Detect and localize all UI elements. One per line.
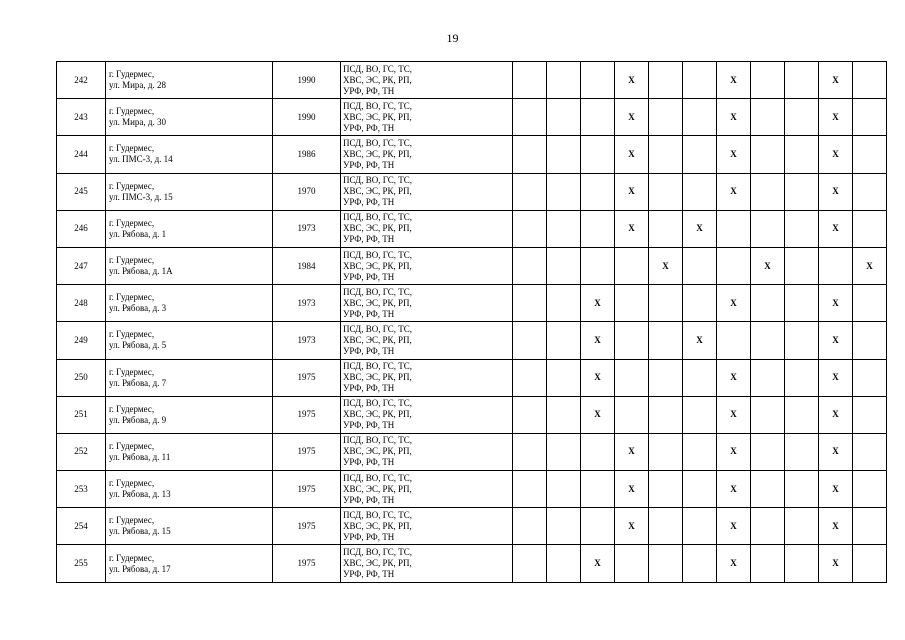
table-row (57, 471, 887, 508)
mark-cell (513, 247, 547, 284)
mark-cell (547, 508, 581, 545)
mark-cell: X (819, 285, 853, 322)
mark-cell (513, 285, 547, 322)
mark-cell (751, 99, 785, 136)
systems-line: УРФ, РФ, ТН (343, 457, 395, 468)
row-number: 243 (57, 99, 106, 136)
mark-cell (683, 545, 717, 582)
mark-cell (683, 359, 717, 396)
mark-cell: X (819, 136, 853, 173)
mark-cell (751, 210, 785, 247)
mark-cell (649, 396, 683, 433)
systems-line: ПСД, ВО, ГС, ТС, (343, 286, 413, 297)
address-cell (106, 433, 273, 470)
systems-line: ХВС, ЭС, РК, РП, (343, 186, 412, 197)
mark-cell (649, 285, 683, 322)
systems-line: ХВС, ЭС, РК, РП, (343, 334, 412, 345)
mark-cell (785, 508, 819, 545)
address-city: г. Гудермес, (109, 440, 155, 451)
address-street: ул. Рябова, д. 13 (109, 489, 171, 500)
mark-cell (513, 62, 547, 99)
row-number: 244 (57, 136, 106, 173)
page-number: 19 (446, 31, 459, 45)
build-year: 1973 (273, 210, 341, 247)
address-city: г. Гудермес, (109, 366, 155, 377)
table-row (57, 285, 887, 322)
address-street: ул. Рябова, д. 1А (109, 266, 173, 277)
mark-cell: X (649, 247, 683, 284)
mark-cell (649, 210, 683, 247)
mark-cell: X (717, 545, 751, 582)
systems-cell (341, 247, 513, 284)
systems-cell (341, 173, 513, 210)
mark-cell (513, 210, 547, 247)
mark-cell: X (615, 99, 649, 136)
building-table (56, 61, 887, 583)
mark-cell (683, 508, 717, 545)
build-year: 1973 (273, 322, 341, 359)
mark-cell (683, 99, 717, 136)
row-number: 249 (57, 322, 106, 359)
mark-cell: X (683, 322, 717, 359)
mark-cell (615, 247, 649, 284)
table-row (57, 62, 887, 99)
systems-line: УРФ, РФ, ТН (343, 234, 395, 245)
address-street: ул. Рябова, д. 7 (109, 377, 167, 388)
mark-cell (649, 173, 683, 210)
systems-line: ПСД, ВО, ГС, ТС, (343, 175, 413, 186)
systems-line: ПСД, ВО, ГС, ТС, (343, 547, 413, 558)
mark-cell (751, 62, 785, 99)
systems-line: УРФ, РФ, ТН (343, 494, 395, 505)
mark-cell (853, 396, 887, 433)
mark-cell (649, 359, 683, 396)
address-street: ул. Рябова, д. 5 (109, 340, 167, 351)
mark-cell (513, 99, 547, 136)
systems-line: ПСД, ВО, ГС, ТС, (343, 249, 413, 260)
row-number: 251 (57, 396, 106, 433)
mark-cell: X (819, 471, 853, 508)
systems-line: ПСД, ВО, ГС, ТС, (343, 100, 413, 111)
mark-cell (547, 62, 581, 99)
mark-cell (683, 173, 717, 210)
mark-cell (547, 545, 581, 582)
mark-cell (853, 99, 887, 136)
systems-cell (341, 136, 513, 173)
mark-cell: X (717, 396, 751, 433)
systems-line: ХВС, ЭС, РК, РП, (343, 483, 412, 494)
systems-line: ХВС, ЭС, РК, РП, (343, 148, 412, 159)
mark-cell: X (615, 433, 649, 470)
address-city: г. Гудермес, (109, 329, 155, 340)
mark-cell: X (751, 247, 785, 284)
table-row (57, 173, 887, 210)
systems-cell (341, 508, 513, 545)
address-city: г. Гудермес, (109, 292, 155, 303)
systems-line: ПСД, ВО, ГС, ТС, (343, 137, 413, 148)
mark-cell (751, 285, 785, 322)
build-year: 1975 (273, 471, 341, 508)
row-number: 254 (57, 508, 106, 545)
table-row (57, 247, 887, 284)
mark-cell (853, 433, 887, 470)
mark-cell (853, 285, 887, 322)
build-year: 1975 (273, 396, 341, 433)
systems-line: ХВС, ЭС, РК, РП, (343, 223, 412, 234)
mark-cell: X (819, 359, 853, 396)
mark-cell (649, 433, 683, 470)
address-street: ул. Рябова, д. 1 (109, 228, 167, 239)
mark-cell: X (615, 471, 649, 508)
mark-cell: X (819, 210, 853, 247)
mark-cell: X (717, 285, 751, 322)
mark-cell (547, 322, 581, 359)
address-street: ул. Рябова, д. 3 (109, 303, 167, 314)
mark-cell (615, 285, 649, 322)
mark-cell (785, 359, 819, 396)
mark-cell: X (819, 545, 853, 582)
row-number: 250 (57, 359, 106, 396)
mark-cell (581, 62, 615, 99)
mark-cell (785, 471, 819, 508)
row-number: 248 (57, 285, 106, 322)
mark-cell (683, 136, 717, 173)
systems-line: ХВС, ЭС, РК, РП, (343, 297, 412, 308)
systems-cell (341, 210, 513, 247)
mark-cell: X (819, 508, 853, 545)
mark-cell: X (819, 396, 853, 433)
systems-line: ХВС, ЭС, РК, РП, (343, 111, 412, 122)
mark-cell (683, 285, 717, 322)
mark-cell (683, 62, 717, 99)
row-number: 242 (57, 62, 106, 99)
mark-cell (853, 62, 887, 99)
systems-line: ПСД, ВО, ГС, ТС, (343, 472, 413, 483)
mark-cell (785, 396, 819, 433)
mark-cell (649, 136, 683, 173)
address-cell (106, 136, 273, 173)
mark-cell (649, 508, 683, 545)
systems-cell (341, 396, 513, 433)
mark-cell: X (581, 396, 615, 433)
mark-cell (513, 322, 547, 359)
address-city: г. Гудермес, (109, 403, 155, 414)
mark-cell: X (581, 285, 615, 322)
systems-cell (341, 322, 513, 359)
address-street: ул. Рябова, д. 15 (109, 526, 171, 537)
table-row (57, 359, 887, 396)
mark-cell (513, 173, 547, 210)
mark-cell: X (819, 62, 853, 99)
mark-cell (785, 285, 819, 322)
mark-cell (581, 173, 615, 210)
systems-line: ПСД, ВО, ГС, ТС, (343, 361, 413, 372)
systems-line: ПСД, ВО, ГС, ТС, (343, 323, 413, 334)
mark-cell: X (615, 210, 649, 247)
systems-line: ПСД, ВО, ГС, ТС, (343, 435, 413, 446)
systems-line: УРФ, РФ, ТН (343, 85, 395, 96)
systems-cell (341, 471, 513, 508)
mark-cell (751, 173, 785, 210)
address-city: г. Гудермес, (109, 143, 155, 154)
systems-cell (341, 359, 513, 396)
build-year: 1975 (273, 508, 341, 545)
mark-cell: X (717, 99, 751, 136)
systems-line: ХВС, ЭС, РК, РП, (343, 74, 412, 85)
systems-line: УРФ, РФ, ТН (343, 197, 395, 208)
address-street: ул. Мира, д. 28 (109, 80, 166, 91)
address-cell (106, 247, 273, 284)
mark-cell (853, 210, 887, 247)
systems-line: ПСД, ВО, ГС, ТС, (343, 63, 413, 74)
mark-cell (615, 545, 649, 582)
table-row (57, 396, 887, 433)
row-number: 246 (57, 210, 106, 247)
mark-cell (683, 471, 717, 508)
mark-cell: X (615, 62, 649, 99)
systems-line: УРФ, РФ, ТН (343, 569, 395, 580)
mark-cell (649, 545, 683, 582)
mark-cell (751, 471, 785, 508)
build-year: 1984 (273, 247, 341, 284)
mark-cell (581, 99, 615, 136)
mark-cell (785, 99, 819, 136)
mark-cell (751, 322, 785, 359)
systems-line: УРФ, РФ, ТН (343, 420, 395, 431)
build-year: 1990 (273, 62, 341, 99)
table-row (57, 210, 887, 247)
systems-cell (341, 99, 513, 136)
mark-cell (547, 136, 581, 173)
systems-line: УРФ, РФ, ТН (343, 271, 395, 282)
mark-cell (649, 322, 683, 359)
mark-cell (649, 471, 683, 508)
mark-cell: X (819, 433, 853, 470)
mark-cell (683, 247, 717, 284)
mark-cell (547, 359, 581, 396)
mark-cell: X (615, 173, 649, 210)
mark-cell: X (717, 433, 751, 470)
address-street: ул. Мира, д. 30 (109, 117, 166, 128)
address-street: ул. Рябова, д. 9 (109, 414, 167, 425)
build-year: 1970 (273, 173, 341, 210)
systems-line: ХВС, ЭС, РК, РП, (343, 409, 412, 420)
mark-cell (717, 322, 751, 359)
mark-cell (853, 508, 887, 545)
mark-cell (547, 433, 581, 470)
mark-cell: X (717, 508, 751, 545)
table-row (57, 99, 887, 136)
mark-cell (717, 247, 751, 284)
address-cell (106, 545, 273, 582)
address-city: г. Гудермес, (109, 217, 155, 228)
mark-cell (853, 359, 887, 396)
mark-cell (547, 396, 581, 433)
address-cell (106, 508, 273, 545)
mark-cell (513, 545, 547, 582)
mark-cell (785, 433, 819, 470)
address-cell (106, 285, 273, 322)
mark-cell (581, 508, 615, 545)
mark-cell (785, 322, 819, 359)
mark-cell (751, 508, 785, 545)
address-city: г. Гудермес, (109, 478, 155, 489)
row-number: 245 (57, 173, 106, 210)
address-cell (106, 62, 273, 99)
systems-cell (341, 285, 513, 322)
mark-cell (853, 322, 887, 359)
address-city: г. Гудермес, (109, 69, 155, 80)
address-street: ул. Рябова, д. 17 (109, 563, 171, 574)
systems-cell (341, 433, 513, 470)
mark-cell (683, 396, 717, 433)
mark-cell (751, 545, 785, 582)
table-row (57, 508, 887, 545)
systems-line: ХВС, ЭС, РК, РП, (343, 372, 412, 383)
address-street: ул. ПМС-3, д. 15 (109, 191, 173, 202)
mark-cell (615, 396, 649, 433)
mark-cell (547, 173, 581, 210)
mark-cell: X (853, 247, 887, 284)
systems-line: УРФ, РФ, ТН (343, 531, 395, 542)
row-number: 255 (57, 545, 106, 582)
mark-cell (615, 359, 649, 396)
address-street: ул. ПМС-3, д. 14 (109, 154, 173, 165)
mark-cell (649, 62, 683, 99)
mark-cell (581, 433, 615, 470)
table-row (57, 433, 887, 470)
mark-cell: X (717, 471, 751, 508)
mark-cell: X (683, 210, 717, 247)
address-city: г. Гудермес, (109, 515, 155, 526)
table-row (57, 136, 887, 173)
mark-cell (513, 471, 547, 508)
mark-cell (683, 433, 717, 470)
mark-cell (751, 359, 785, 396)
address-city: г. Гудермес, (109, 106, 155, 117)
mark-cell: X (819, 173, 853, 210)
systems-line: ХВС, ЭС, РК, РП, (343, 446, 412, 457)
systems-line: ХВС, ЭС, РК, РП, (343, 520, 412, 531)
systems-line: ХВС, ЭС, РК, РП, (343, 260, 412, 271)
row-number: 252 (57, 433, 106, 470)
mark-cell (785, 210, 819, 247)
build-year: 1990 (273, 99, 341, 136)
mark-cell (581, 210, 615, 247)
systems-line: ХВС, ЭС, РК, РП, (343, 558, 412, 569)
address-cell (106, 471, 273, 508)
systems-line: ПСД, ВО, ГС, ТС, (343, 509, 413, 520)
address-street: ул. Рябова, д. 11 (109, 451, 171, 462)
mark-cell (853, 471, 887, 508)
mark-cell (615, 322, 649, 359)
mark-cell: X (717, 62, 751, 99)
mark-cell (513, 136, 547, 173)
mark-cell (819, 247, 853, 284)
mark-cell (513, 359, 547, 396)
mark-cell (853, 136, 887, 173)
mark-cell (751, 136, 785, 173)
mark-cell (547, 210, 581, 247)
systems-line: УРФ, РФ, ТН (343, 122, 395, 133)
mark-cell: X (819, 99, 853, 136)
address-city: г. Гудермес, (109, 552, 155, 563)
mark-cell (853, 545, 887, 582)
build-year: 1975 (273, 545, 341, 582)
systems-line: УРФ, РФ, ТН (343, 383, 395, 394)
build-year: 1975 (273, 433, 341, 470)
build-year: 1986 (273, 136, 341, 173)
systems-line: УРФ, РФ, ТН (343, 159, 395, 170)
mark-cell (513, 433, 547, 470)
mark-cell (785, 173, 819, 210)
mark-cell (853, 173, 887, 210)
row-number: 247 (57, 247, 106, 284)
address-city: г. Гудермес, (109, 255, 155, 266)
mark-cell: X (581, 359, 615, 396)
mark-cell (581, 136, 615, 173)
row-number: 253 (57, 471, 106, 508)
systems-line: ПСД, ВО, ГС, ТС, (343, 398, 413, 409)
address-cell (106, 322, 273, 359)
build-year: 1975 (273, 359, 341, 396)
address-city: г. Гудермес, (109, 180, 155, 191)
mark-cell (547, 471, 581, 508)
systems-cell (341, 545, 513, 582)
mark-cell (785, 62, 819, 99)
mark-cell: X (581, 322, 615, 359)
systems-line: ПСД, ВО, ГС, ТС, (343, 212, 413, 223)
address-cell (106, 359, 273, 396)
address-cell (106, 210, 273, 247)
mark-cell (547, 247, 581, 284)
mark-cell: X (717, 136, 751, 173)
mark-cell: X (717, 173, 751, 210)
table-row (57, 545, 887, 582)
mark-cell (547, 99, 581, 136)
mark-cell (547, 285, 581, 322)
address-cell (106, 396, 273, 433)
mark-cell (751, 433, 785, 470)
mark-cell: X (717, 359, 751, 396)
mark-cell (581, 471, 615, 508)
systems-line: УРФ, РФ, ТН (343, 345, 395, 356)
systems-line: УРФ, РФ, ТН (343, 308, 395, 319)
mark-cell (751, 396, 785, 433)
systems-cell (341, 62, 513, 99)
address-cell (106, 173, 273, 210)
mark-cell (649, 99, 683, 136)
build-year: 1973 (273, 285, 341, 322)
mark-cell: X (615, 508, 649, 545)
mark-cell: X (819, 322, 853, 359)
table-body (57, 62, 887, 583)
mark-cell (581, 247, 615, 284)
mark-cell (785, 545, 819, 582)
mark-cell: X (581, 545, 615, 582)
mark-cell (785, 136, 819, 173)
table-row (57, 322, 887, 359)
address-cell (106, 99, 273, 136)
mark-cell (785, 247, 819, 284)
mark-cell (717, 210, 751, 247)
mark-cell: X (615, 136, 649, 173)
mark-cell (513, 396, 547, 433)
mark-cell (513, 508, 547, 545)
